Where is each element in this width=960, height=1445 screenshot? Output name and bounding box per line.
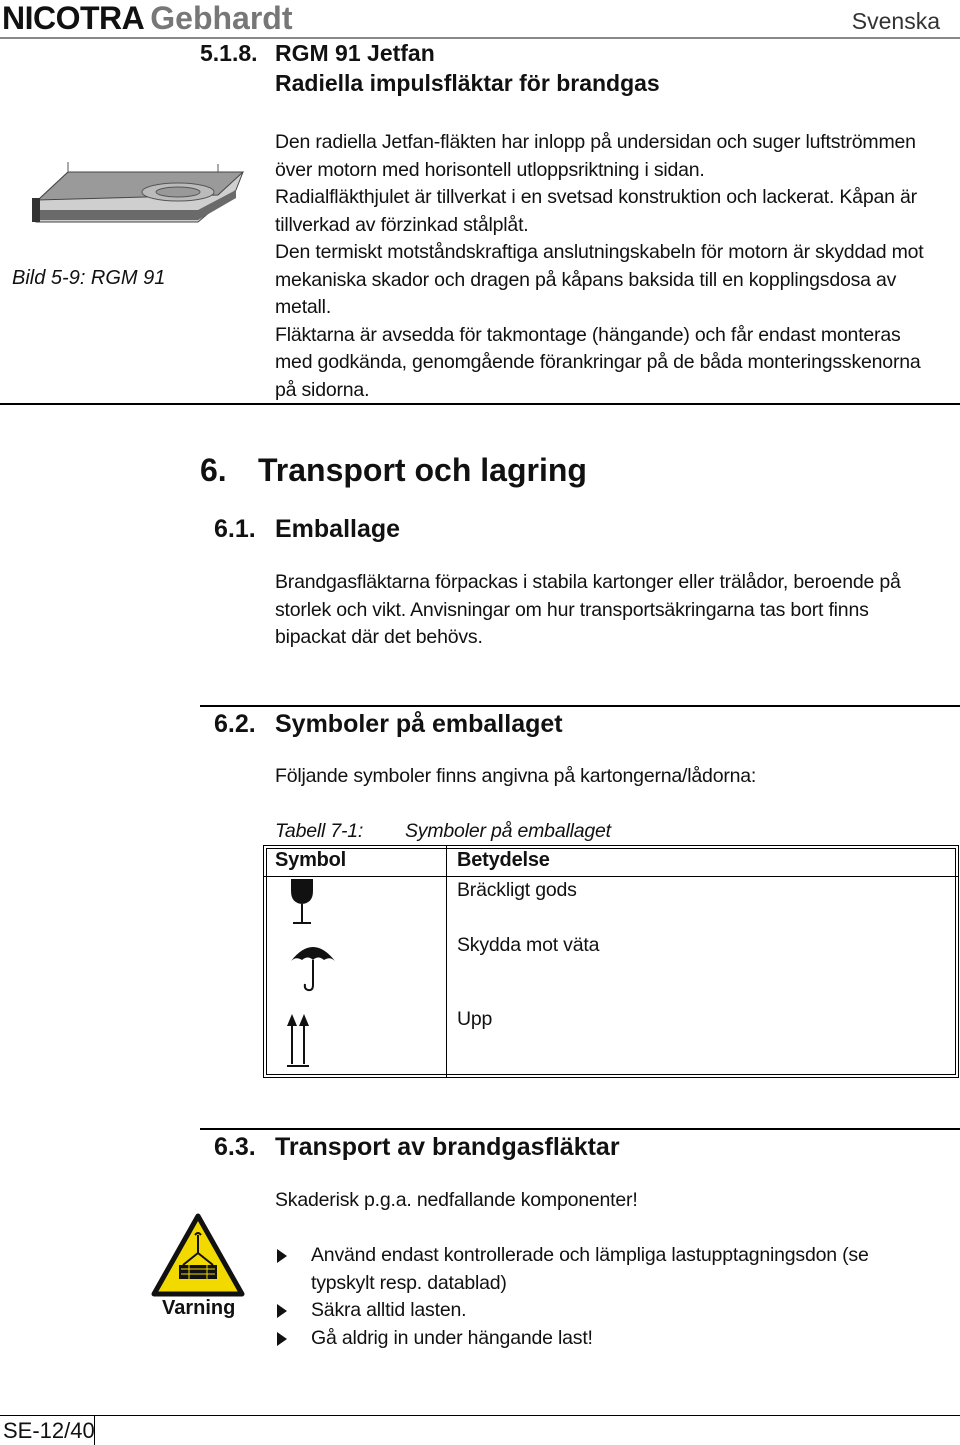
bullet-arrow-icon xyxy=(277,1249,287,1263)
table-title: Symboler på emballaget xyxy=(405,820,611,842)
section-rule xyxy=(0,403,960,405)
body-line: mekaniska skador och dragen på kåpans baksida till en kopplingsdosa av xyxy=(275,268,897,291)
body-line: på sidorna. xyxy=(275,378,370,401)
section-61-number: 6.1. xyxy=(214,515,256,543)
section-62-number: 6.2. xyxy=(214,710,256,738)
body-line: Brandgasfläktarna förpackas i stabila kartonger eller trälådor, beroende på xyxy=(275,571,901,593)
section-61-body xyxy=(275,569,955,652)
section-63-number: 6.3. xyxy=(214,1133,256,1161)
section-62-intro: Följande symboler finns angivna på kartongerna/lådorna: xyxy=(275,765,757,787)
table-inner-frame xyxy=(266,848,956,1075)
brand-logo xyxy=(2,0,293,36)
rgm91-fan-image xyxy=(28,150,250,230)
body-line: tillverkad av förzinkad stålplåt. xyxy=(275,213,529,236)
section-518-number: 5.1.8. xyxy=(200,40,258,66)
chapter-6-title: Transport och lagring xyxy=(258,452,587,488)
this-way-up-arrows-icon xyxy=(286,1012,310,1068)
bullet-continuation: typskylt resp. datablad) xyxy=(311,1271,507,1294)
bullet-arrow-icon xyxy=(277,1304,287,1318)
body-line: Radialfläkthjulet är tillverkat i en svetsad konstruktion och lackerat. Kåpan är xyxy=(275,186,917,208)
section-518-title-1: RGM 91 Jetfan xyxy=(275,40,435,66)
brand-nicotra: NICOTRA xyxy=(2,0,145,36)
body-line: metall. xyxy=(275,296,332,318)
bullet-arrow-icon xyxy=(277,1332,287,1346)
col-symbol-header: Symbol xyxy=(275,849,347,871)
section-518-body xyxy=(275,129,955,404)
body-line: Den radiella Jetfan-fläkten har inlopp på undersidan och suger luftströmmen xyxy=(275,131,916,153)
section-61-title: Emballage xyxy=(275,515,401,543)
bullet-item: Gå aldrig in under hängande last! xyxy=(277,1325,957,1353)
suspended-load-warning-icon xyxy=(151,1213,245,1297)
row-meaning: Skydda mot väta xyxy=(457,934,600,956)
body-line: Fläktarna är avsedda för takmontage (hängande) och får endast monteras xyxy=(275,323,901,346)
row-meaning: Bräckligt gods xyxy=(457,879,577,901)
row-meaning: Upp xyxy=(457,1008,493,1030)
body-line: Den termiskt motståndskraftiga anslutningskabeln för motorn är skyddad mot xyxy=(275,241,924,263)
language-label: Svenska xyxy=(851,8,940,34)
body-line: bipackat där det behövs. xyxy=(275,626,483,648)
brand-gebhardt: Gebhardt xyxy=(150,0,293,36)
col-meaning-header: Betydelse xyxy=(457,849,550,871)
body-line: med godkända, genomgående förankringar på de båda monteringsskenorna xyxy=(275,351,921,373)
risk-statement: Skaderisk p.g.a. nedfallande komponenter! xyxy=(275,1189,638,1211)
table-label: Tabell 7-1: xyxy=(275,820,364,842)
figure-caption: Bild 5-9: RGM 91 xyxy=(12,267,166,289)
body-line: storlek och vikt. Anvisningar om hur transportsäkringarna tas bort finns xyxy=(275,598,869,621)
footer-rule xyxy=(0,1415,960,1416)
section-62-title: Symboler på emballaget xyxy=(275,710,563,738)
warning-label: Varning xyxy=(162,1297,236,1319)
section-518-title-2: Radiella impulsfläktar för brandgas xyxy=(275,70,660,96)
bullet-item: Säkra alltid lasten. xyxy=(277,1297,957,1325)
warning-bullets xyxy=(277,1242,957,1352)
umbrella-icon xyxy=(288,937,338,993)
symbol-table xyxy=(263,845,959,1078)
chapter-6-number: 6. xyxy=(200,452,227,488)
section-63-title: Transport av brandgasfläktar xyxy=(275,1133,620,1161)
section-62-rule xyxy=(200,705,960,707)
header-rule xyxy=(0,37,960,39)
fragile-glass-icon xyxy=(287,877,317,927)
section-63-rule xyxy=(200,1128,960,1130)
bullet-item: Använd endast kontrollerade och lämpliga lastupptagningsdon (se xyxy=(277,1242,957,1270)
body-line: över motorn med horisontell utloppsriktning i sidan. xyxy=(275,158,705,181)
page-number: SE-12/40 xyxy=(3,1418,95,1443)
